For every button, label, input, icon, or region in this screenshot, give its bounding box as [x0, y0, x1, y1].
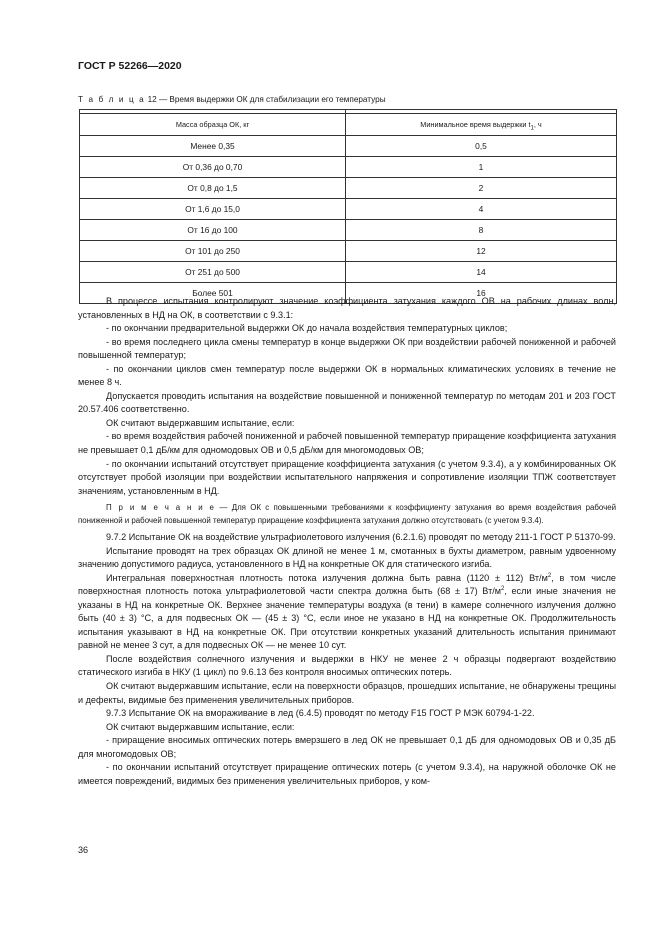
col-header-time-tail: , ч	[533, 120, 542, 129]
list-item: - приращение вносимых оптических потерь вмерзшего в лед ОК не превышает 0,1 дБ для одномодовых ОВ и 0,35 дБ для многомодовых ОВ;	[78, 735, 616, 759]
text-part: Интегральная поверхностная плотность потока излучения должна быть равна (1120 ± 112) Вт/м	[106, 572, 548, 583]
stabilization-time-table	[79, 109, 617, 304]
paragraph: После воздействия солнечного излучения и выдержки в НКУ не менее 2 ч образцы подвергают воздействию статического изгиба в НКУ (1 цикл) по 9.6.13 без контроля вносимых оптических потерь.	[78, 653, 616, 678]
col-header-time-main: Минимальное время выдержки t	[420, 120, 531, 129]
note	[78, 502, 616, 527]
cell-mass: Более 501	[80, 283, 346, 304]
cell-time: 4	[346, 199, 617, 220]
paragraph	[78, 572, 616, 653]
cell-mass: От 251 до 500	[80, 262, 346, 283]
superscript: 2	[501, 586, 505, 593]
cell-mass: От 0,8 до 1,5	[80, 178, 346, 199]
list-item: - по окончании испытаний отсутствует приращение оптических потерь (с учетом 9.3.4), на наружной оболочке ОК не имеется повреждений, видимых без применения увеличительных приборов, у ком-	[78, 762, 616, 786]
cell-time: 12	[346, 241, 617, 262]
list-item: - по окончании предварительной выдержки ОК до начала воздействия температурных циклов;	[106, 323, 508, 334]
table-caption-title: 12 — Время выдержки ОК для стабилизации его температуры	[145, 95, 386, 104]
section-9-7-2: 9.7.2 Испытание ОК на воздействие ультрафиолетового излучения (6.2.1.6) проводят по методу 211-1 ГОСТ Р 51370-99.	[106, 532, 616, 543]
section-9-7-3: 9.7.3 Испытание ОК на вмораживание в лед (6.4.5) проводят по методу F15 ГОСТ Р МЭК 60794-1-22.	[106, 708, 535, 719]
col-header-time	[346, 114, 617, 136]
col-header-time-sub: 1	[530, 125, 534, 132]
paragraph: ОК считают выдержавшим испытание, если:	[106, 721, 295, 732]
page-number: 36	[78, 845, 89, 855]
standard-header: ГОСТ Р 52266—2020	[78, 60, 182, 72]
table-row	[80, 136, 617, 157]
cell-time: 14	[346, 262, 617, 283]
cell-mass: От 1,6 до 15,0	[80, 199, 346, 220]
table-row	[80, 262, 617, 283]
table-caption-prefix: Т а б л и ц а	[78, 95, 146, 104]
paragraph: ОК считают выдержавшим испытание, если на поверхности образцов, прошедших испытание, не обнаружены трещины и дефекты, видимые без применения увеличительных приборов.	[78, 681, 616, 705]
text-part: , в том числе поверхностная плотность потока ультрафиолетовой части спектра должна быть (68 ± 17) Вт/м	[78, 572, 616, 597]
cell-time: 2	[346, 178, 617, 199]
table-row	[80, 220, 617, 241]
cell-mass: От 0,36 до 0,70	[80, 157, 346, 178]
cell-time: 8	[346, 220, 617, 241]
paragraph: В процессе испытания контролируют значение коэффициента затухания каждого ОВ на рабочих длинах волн, установленных в НД на ОК, в соответствии с 9.3.1:	[78, 296, 616, 320]
table-row	[80, 199, 617, 220]
col-header-mass: Масса образца ОК, кг	[80, 114, 346, 136]
list-item: - во время воздействия рабочей пониженной и рабочей повышенной температур приращение коэффициента затухания не превышает 0,1 дБ/км для одномодовых ОВ и 0,5 дБ/км для многомодовых ОВ;	[78, 431, 616, 456]
cell-time: 1	[346, 157, 617, 178]
list-item: - по окончании испытаний отсутствует приращение коэффициента затухания (с учетом 9.3.4), а у комбинированных ОК отсутствует пробой изоляции при воздействии испытательного напряжения и сопротивление изоляции ТПЖ соответствует значениям, установленным в НД.	[78, 458, 616, 496]
paragraph: ОК считают выдержавшим испытание, если:	[106, 417, 295, 428]
cell-mass: От 16 до 100	[80, 220, 346, 241]
paragraph: Испытание проводят на трех образцах ОК длиной не менее 1 м, смотанных в бухты диаметром, равным удвоенному значению допустимого радиуса, установленного в НД на конкретные ОК для статического изгиба.	[78, 545, 616, 570]
paragraph: Допускается проводить испытания на воздействие повышенной и пониженной температур по методам 201 и 203 ГОСТ 20.57.406 соответственно.	[78, 390, 616, 415]
note-prefix: П р и м е ч а н и е	[106, 503, 216, 513]
cell-mass: От 101 до 250	[80, 241, 346, 262]
cell-time: 0,5	[346, 136, 617, 157]
table-row	[80, 241, 617, 262]
table-caption	[78, 95, 386, 104]
cell-time: 16	[346, 283, 617, 304]
text-part: , если иные значения не указаны в НД на конкретные ОК. Верхнее значение температуры воздуха (в тени) в камере солнечного излучения должно быть (40 ± 3) °С, а для подвесных ОК — (45 ± 3) °С, если иное не указано в НД на конкретные ОК. Продолжительность испытания указывают в НД на конкретные ОК. При отсутствии конкретных указаний длительность испытания принимают равной не менее 3 сут, а для подвесных ОК — не менее 10 сут.	[78, 586, 616, 651]
table-row	[80, 157, 617, 178]
body-text	[78, 295, 616, 788]
cell-mass: Менее 0,35	[80, 136, 346, 157]
table-row	[80, 178, 617, 199]
note-text: — Для ОК с повышенными требованиями к коэффициенту затухания во время воздействия рабочей пониженной и рабочей повышенной температур приращение коэффициента затухания должно отсутствовать (с учетом 9.3.4).	[78, 503, 616, 525]
list-item: - по окончании циклов смен температур после выдержки ОК в нормальных климатических условиях в течение не менее 8 ч.	[78, 363, 616, 388]
list-item: - во время последнего цикла смены температур в конце выдержки ОК при воздействии рабочей пониженной и рабочей повышенной температур;	[78, 336, 616, 361]
superscript: 2	[547, 572, 552, 579]
table-header-row	[80, 114, 617, 136]
